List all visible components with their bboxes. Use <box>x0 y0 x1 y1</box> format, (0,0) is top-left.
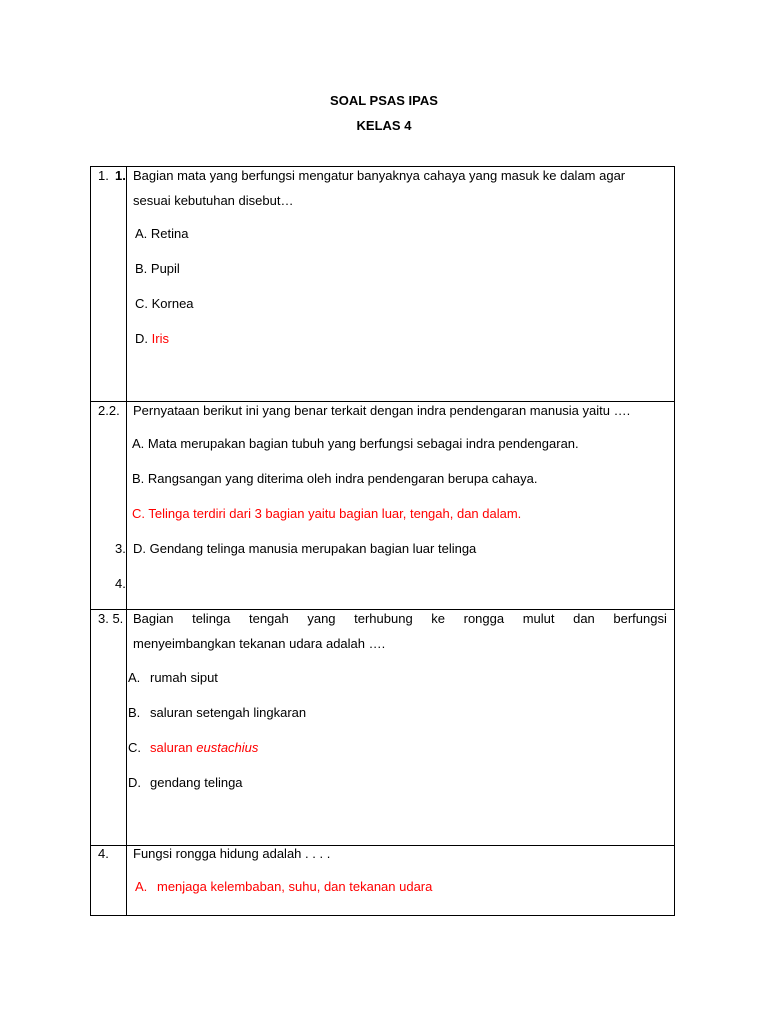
option-c <box>128 740 258 756</box>
answer-key <box>135 879 432 895</box>
option-b: B. Rangsangan yang diterima oleh indra pendengaran berupa cahaya. <box>132 471 538 486</box>
table-border-right <box>674 166 675 916</box>
option-d: D. Gendang telinga manusia merupakan bagian luar telinga <box>133 541 477 556</box>
answer-key: C. Telinga terdiri dari 3 bagian yaitu bagian luar, tengah, dan dalam. <box>132 506 522 521</box>
row-divider <box>90 609 675 610</box>
question-table <box>90 166 675 916</box>
option-text: menjaga kelembaban, suhu, dan tekanan udara <box>157 879 433 894</box>
option-d <box>135 331 169 347</box>
list-number: 3. <box>115 541 126 556</box>
question-stem-cont: sesuai kebutuhan disebut… <box>133 193 294 208</box>
stem-word: rongga <box>463 611 505 626</box>
stem-word: telinga <box>192 611 231 626</box>
table-border-bottom <box>90 915 675 916</box>
option-text: rumah siput <box>150 670 218 685</box>
stem-word: terhubung <box>354 611 413 626</box>
option-letter: B. <box>128 705 141 720</box>
answer-text-italic: eustachius <box>196 740 259 755</box>
option-b: B. Pupil <box>135 261 180 276</box>
page-subtitle: KELAS 4 <box>356 118 412 133</box>
question-stem: Bagian mata yang berfungsi mengatur banyaknya cahaya yang masuk ke dalam agar <box>133 168 626 183</box>
list-number: 4. <box>115 576 126 591</box>
option-d <box>128 775 243 791</box>
question-number: 4. <box>98 846 109 861</box>
option-a: A. Mata merupakan bagian tubuh yang berfungsi sebagai indra pendengaran. <box>132 436 579 451</box>
option-a: A. Retina <box>135 226 189 241</box>
stem-word: yang <box>307 611 336 626</box>
row-divider <box>90 401 675 402</box>
stem-word: tengah <box>248 611 289 626</box>
option-letter: D. <box>128 775 141 790</box>
answer-key <box>150 740 258 755</box>
table-border-left <box>90 166 91 916</box>
option-b <box>128 705 306 721</box>
option-letter: A. <box>135 879 148 894</box>
answer-text: saluran <box>150 740 197 755</box>
table-border-top <box>90 166 675 167</box>
question-number: 2.2. <box>98 403 120 418</box>
question-number: 3. 5. <box>98 611 124 626</box>
stem-word: mulut <box>522 611 555 626</box>
option-text: gendang telinga <box>150 775 243 790</box>
question-stem: Pernyataan berikut ini yang benar terkait dengan indra pendengaran manusia yaitu …. <box>133 403 631 418</box>
stem-word: Bagian <box>133 611 174 626</box>
option-text: saluran setengah lingkaran <box>150 705 307 720</box>
question-stem <box>133 611 667 627</box>
question-number-bold: 1. <box>115 168 126 183</box>
question-number: 1. <box>98 168 109 183</box>
answer-key: Iris <box>151 331 169 346</box>
question-stem-cont: menyeimbangkan tekanan udara adalah …. <box>133 636 386 651</box>
option-a <box>128 670 218 686</box>
stem-word: berfungsi <box>613 611 667 626</box>
option-letter: C. <box>128 740 141 755</box>
stem-word: ke <box>431 611 446 626</box>
stem-word: dan <box>573 611 595 626</box>
page-title: SOAL PSAS IPAS <box>330 93 438 108</box>
option-d-letter: D. <box>135 331 148 346</box>
option-c: C. Kornea <box>135 296 194 311</box>
option-letter: A. <box>128 670 141 685</box>
question-stem: Fungsi rongga hidung adalah . . . . <box>133 846 331 861</box>
column-divider <box>126 166 127 916</box>
